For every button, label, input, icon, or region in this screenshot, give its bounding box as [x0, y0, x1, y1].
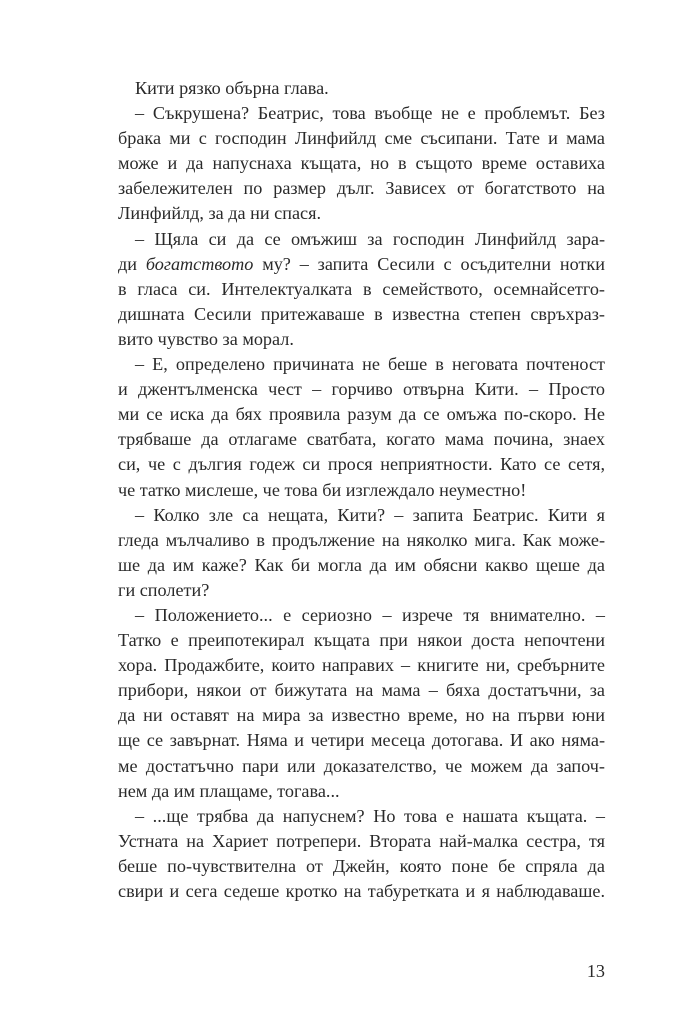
- paragraph-line: – Колко зле са нещата, Кити? – запита Беатрис. Кити я: [135, 504, 605, 525]
- paragraph-line: ще се завърнат. Няма и четири месеца дотогава. И ако няма-: [118, 730, 605, 751]
- paragraph-line: гледа мълчаливо в продължение на няколко мига. Как може-: [118, 529, 605, 550]
- body-text: [118, 76, 605, 904]
- paragraph-line: ше да им каже? Как би могла да им обясни какво щеше да: [118, 554, 605, 575]
- paragraph-line: ми се иска да бях проявила разум да се омъжа по-скоро. Не: [118, 404, 605, 425]
- paragraph-line: прибори, някои от бижутата на мама – бяха достатъчни, за: [118, 680, 605, 701]
- paragraph-line: да ни оставят на мира за известно време, но на първи юни: [118, 705, 605, 726]
- paragraph-line: Татко е преипотекирал къщата при някои доста непочтени: [118, 630, 605, 651]
- paragraph-line: – Щяла си да се омъжиш за господин Линфийлд зара-: [135, 228, 605, 249]
- paragraph-line: ме достатъчно пари или доказателство, че можем да започ-: [118, 755, 605, 776]
- paragraph-line: и джентълменска чест – горчиво отвърна Кити. – Просто: [118, 379, 605, 400]
- paragraph-line: – ...ще трябва да напуснем? Но това е нашата къщата. –: [135, 805, 605, 826]
- paragraph-line: си, че с дългия годеж си прося неприятности. Като се сетя,: [118, 454, 605, 475]
- paragraph-line: [118, 252, 605, 277]
- line-fragment: ди: [118, 253, 146, 274]
- paragraph-line: Линфийлд, за да ни спася.: [118, 203, 322, 224]
- paragraph-line: дишната Сесили притежаваше в известна степен свръхраз-: [118, 303, 605, 324]
- paragraph-line: Устната на Хариет потрепери. Втората най-малка сестра, тя: [118, 830, 605, 851]
- paragraph-line: забележителен по размер дълг. Зависех от богатството на: [118, 178, 605, 199]
- paragraph-line: – Положението... е сериозно – изрече тя внимателно. –: [135, 604, 605, 625]
- paragraph-line: ги сполети?: [118, 579, 210, 600]
- paragraph-line: в гласа си. Интелектуалката в семейството, осемнайсетго-: [118, 278, 605, 299]
- line-fragment: му? – запита Сесили с осъдителни нотки: [253, 253, 605, 274]
- paragraph-line: хора. Продажбите, които направих – книгите ни, сребърните: [118, 655, 605, 676]
- italic-word: богатството: [145, 253, 254, 274]
- paragraph-line: нем да им плащаме, тогава...: [118, 780, 340, 801]
- paragraph-line: трябваше да отлагаме сватбата, когато мама почина, знаех: [118, 429, 605, 450]
- paragraph-line: брака ми с господин Линфийлд сме съсипани. Тате и мама: [118, 128, 605, 149]
- paragraph-line: може и да напуснаха къщата, но в същото време оставиха: [118, 153, 605, 174]
- paragraph-line: Кити рязко обърна глава.: [135, 78, 329, 98]
- paragraph-line: беше по-чувствителна от Джейн, която поне бе спряла да: [118, 855, 605, 876]
- paragraph-line: вито чувство за морал.: [118, 328, 294, 349]
- paragraph-line: свири и сега седеше кротко на табуретката и я наблюдаваше.: [118, 881, 605, 901]
- paragraph-line: – Съкрушена? Беатрис, това въобще не е проблемът. Без: [135, 103, 605, 124]
- paragraph-line: че татко мислеше, че това би изглеждало неуместно!: [118, 479, 527, 500]
- paragraph-line: – Е, определено причината не беше в неговата почтеност: [135, 354, 605, 375]
- page-number: 13: [586, 961, 605, 981]
